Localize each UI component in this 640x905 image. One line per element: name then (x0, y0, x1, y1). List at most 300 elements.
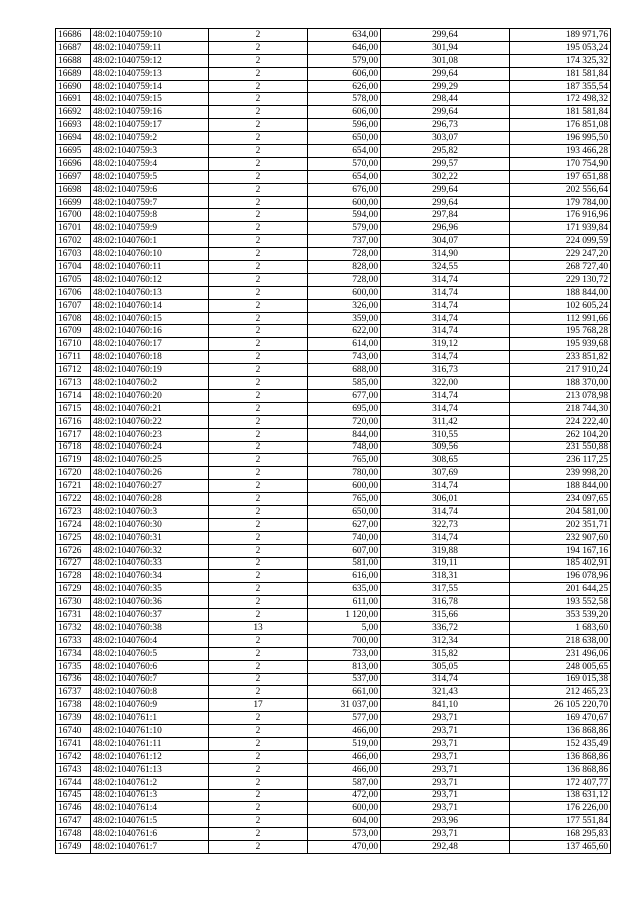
specific-value-cell: 336,72 (381, 621, 510, 634)
specific-value-cell: 314,74 (381, 402, 510, 415)
cadastral-value-cell: 229 247,20 (510, 248, 611, 261)
area-cell: 748,00 (308, 441, 381, 454)
cadastral-number-cell: 48:02:1040760:10 (91, 248, 209, 261)
row-number-cell: 16700 (56, 209, 91, 222)
area-cell: 737,00 (308, 235, 381, 248)
specific-value-cell: 317,55 (381, 583, 510, 596)
cadastral-number-cell: 48:02:1040760:36 (91, 596, 209, 609)
area-cell: 844,00 (308, 428, 381, 441)
row-number-cell: 16719 (56, 454, 91, 467)
cadastral-value-cell: 169 015,38 (510, 673, 611, 686)
area-cell: 828,00 (308, 261, 381, 274)
cadastral-value-cell: 224 099,59 (510, 235, 611, 248)
row-number-cell: 16724 (56, 518, 91, 531)
table-row (56, 441, 611, 454)
cadastral-value-cell: 181 581,84 (510, 106, 611, 119)
specific-value-cell: 293,71 (381, 725, 510, 738)
specific-value-cell: 293,71 (381, 750, 510, 763)
row-number-cell: 16742 (56, 750, 91, 763)
table-row (56, 132, 611, 145)
row-number-cell: 16699 (56, 196, 91, 209)
code-cell: 2 (209, 170, 308, 183)
row-number-cell: 16689 (56, 67, 91, 80)
row-number-cell: 16749 (56, 841, 91, 854)
row-number-cell: 16746 (56, 802, 91, 815)
area-cell: 616,00 (308, 570, 381, 583)
specific-value-cell: 314,74 (381, 286, 510, 299)
cadastral-number-cell: 48:02:1040760:11 (91, 261, 209, 274)
code-cell: 2 (209, 634, 308, 647)
specific-value-cell: 314,74 (381, 273, 510, 286)
row-number-cell: 16704 (56, 261, 91, 274)
cadastral-value-cell: 176 226,00 (510, 802, 611, 815)
table-row (56, 389, 611, 402)
table-row (56, 119, 611, 132)
row-number-cell: 16713 (56, 377, 91, 390)
specific-value-cell: 293,71 (381, 776, 510, 789)
code-cell: 2 (209, 750, 308, 763)
area-cell: 578,00 (308, 93, 381, 106)
row-number-cell: 16693 (56, 119, 91, 132)
cadastral-number-cell: 48:02:1040760:22 (91, 415, 209, 428)
area-cell: 573,00 (308, 828, 381, 841)
cadastral-number-cell: 48:02:1040759:3 (91, 145, 209, 158)
code-cell: 2 (209, 712, 308, 725)
row-number-cell: 16740 (56, 725, 91, 738)
table-row (56, 377, 611, 390)
table-row (56, 67, 611, 80)
cadastral-number-cell: 48:02:1040760:15 (91, 312, 209, 325)
cadastral-value-cell: 169 470,67 (510, 712, 611, 725)
row-number-cell: 16714 (56, 389, 91, 402)
code-cell: 2 (209, 67, 308, 80)
cadastral-value-cell: 168 295,83 (510, 828, 611, 841)
cadastral-number-cell: 48:02:1040760:6 (91, 660, 209, 673)
cadastral-number-cell: 48:02:1040759:17 (91, 119, 209, 132)
code-cell: 2 (209, 222, 308, 235)
area-cell: 596,00 (308, 119, 381, 132)
code-cell: 2 (209, 235, 308, 248)
row-number-cell: 16745 (56, 789, 91, 802)
area-cell: 780,00 (308, 467, 381, 480)
row-number-cell: 16690 (56, 80, 91, 93)
code-cell: 2 (209, 41, 308, 54)
cadastral-value-cell: 193 552,58 (510, 596, 611, 609)
table-row (56, 338, 611, 351)
row-number-cell: 16688 (56, 54, 91, 67)
cadastral-value-cell: 152 435,49 (510, 737, 611, 750)
cadastral-value-cell: 202 351,71 (510, 518, 611, 531)
cadastral-value-cell: 217 910,24 (510, 364, 611, 377)
table-row (56, 467, 611, 480)
row-number-cell: 16720 (56, 467, 91, 480)
table-row (56, 699, 611, 712)
cadastral-number-cell: 48:02:1040760:35 (91, 583, 209, 596)
cadastral-number-cell: 48:02:1040760:21 (91, 402, 209, 415)
area-cell: 654,00 (308, 170, 381, 183)
specific-value-cell: 314,74 (381, 505, 510, 518)
table-row (56, 106, 611, 119)
row-number-cell: 16705 (56, 273, 91, 286)
specific-value-cell: 301,94 (381, 41, 510, 54)
table-row (56, 596, 611, 609)
row-number-cell: 16725 (56, 531, 91, 544)
cadastral-number-cell: 48:02:1040761:3 (91, 789, 209, 802)
row-number-cell: 16687 (56, 41, 91, 54)
table-row (56, 493, 611, 506)
specific-value-cell: 299,64 (381, 106, 510, 119)
table-row (56, 196, 611, 209)
table-row (56, 480, 611, 493)
area-cell: 466,00 (308, 750, 381, 763)
area-cell: 622,00 (308, 325, 381, 338)
area-cell: 604,00 (308, 815, 381, 828)
area-cell: 614,00 (308, 338, 381, 351)
specific-value-cell: 319,12 (381, 338, 510, 351)
area-cell: 519,00 (308, 737, 381, 750)
cadastral-value-cell: 138 631,12 (510, 789, 611, 802)
table-row (56, 531, 611, 544)
specific-value-cell: 314,74 (381, 480, 510, 493)
area-cell: 607,00 (308, 544, 381, 557)
row-number-cell: 16723 (56, 505, 91, 518)
table-row (56, 248, 611, 261)
cadastral-value-cell: 262 104,20 (510, 428, 611, 441)
row-number-cell: 16707 (56, 299, 91, 312)
table-row (56, 647, 611, 660)
area-cell: 626,00 (308, 80, 381, 93)
table-row (56, 170, 611, 183)
area-cell: 537,00 (308, 673, 381, 686)
table-row (56, 570, 611, 583)
area-cell: 585,00 (308, 377, 381, 390)
code-cell: 2 (209, 209, 308, 222)
row-number-cell: 16692 (56, 106, 91, 119)
cadastral-value-cell: 188 844,00 (510, 286, 611, 299)
table-row (56, 93, 611, 106)
code-cell: 2 (209, 737, 308, 750)
code-cell: 2 (209, 441, 308, 454)
table-row (56, 660, 611, 673)
code-cell: 2 (209, 583, 308, 596)
code-cell: 2 (209, 480, 308, 493)
area-cell: 635,00 (308, 583, 381, 596)
specific-value-cell: 299,64 (381, 183, 510, 196)
area-cell: 570,00 (308, 157, 381, 170)
row-number-cell: 16732 (56, 621, 91, 634)
row-number-cell: 16716 (56, 415, 91, 428)
code-cell: 2 (209, 80, 308, 93)
code-cell: 17 (209, 699, 308, 712)
row-number-cell: 16712 (56, 364, 91, 377)
cadastral-number-cell: 48:02:1040760:7 (91, 673, 209, 686)
cadastral-value-cell: 234 097,65 (510, 493, 611, 506)
cadastral-number-cell: 48:02:1040760:16 (91, 325, 209, 338)
cadastral-number-cell: 48:02:1040759:8 (91, 209, 209, 222)
row-number-cell: 16741 (56, 737, 91, 750)
cadastral-number-cell: 48:02:1040760:38 (91, 621, 209, 634)
cadastral-value-cell: 170 754,90 (510, 157, 611, 170)
cadastral-value-cell: 187 355,54 (510, 80, 611, 93)
cadastral-number-cell: 48:02:1040760:1 (91, 235, 209, 248)
cadastral-value-cell: 353 539,20 (510, 609, 611, 622)
code-cell: 2 (209, 54, 308, 67)
row-number-cell: 16729 (56, 583, 91, 596)
cadastral-number-cell: 48:02:1040761:7 (91, 841, 209, 854)
specific-value-cell: 293,71 (381, 737, 510, 750)
row-number-cell: 16728 (56, 570, 91, 583)
code-cell: 2 (209, 647, 308, 660)
row-number-cell: 16694 (56, 132, 91, 145)
code-cell: 2 (209, 660, 308, 673)
cadastral-value-cell: 233 851,82 (510, 351, 611, 364)
specific-value-cell: 299,64 (381, 67, 510, 80)
area-cell: 740,00 (308, 531, 381, 544)
cadastral-value-cell: 224 222,40 (510, 415, 611, 428)
row-number-cell: 16703 (56, 248, 91, 261)
cadastral-value-cell: 202 556,64 (510, 183, 611, 196)
table-row (56, 712, 611, 725)
area-cell: 5,00 (308, 621, 381, 634)
row-number-cell: 16702 (56, 235, 91, 248)
table-row (56, 802, 611, 815)
table-row (56, 299, 611, 312)
specific-value-cell: 295,82 (381, 145, 510, 158)
cadastral-value-cell: 196 078,96 (510, 570, 611, 583)
specific-value-cell: 296,96 (381, 222, 510, 235)
cadastral-value-cell: 1 683,60 (510, 621, 611, 634)
area-cell: 728,00 (308, 248, 381, 261)
cadastral-number-cell: 48:02:1040759:11 (91, 41, 209, 54)
cadastral-number-cell: 48:02:1040759:16 (91, 106, 209, 119)
specific-value-cell: 293,71 (381, 789, 510, 802)
cadastral-value-cell: 136 868,86 (510, 763, 611, 776)
cadastral-number-cell: 48:02:1040760:34 (91, 570, 209, 583)
row-number-cell: 16686 (56, 29, 91, 42)
cadastral-number-cell: 48:02:1040760:24 (91, 441, 209, 454)
area-cell: 31 037,00 (308, 699, 381, 712)
specific-value-cell: 293,71 (381, 828, 510, 841)
code-cell: 2 (209, 570, 308, 583)
specific-value-cell: 311,42 (381, 415, 510, 428)
area-cell: 695,00 (308, 402, 381, 415)
area-cell: 600,00 (308, 196, 381, 209)
cadastral-number-cell: 48:02:1040760:37 (91, 609, 209, 622)
row-number-cell: 16726 (56, 544, 91, 557)
cadastral-value-cell: 136 868,86 (510, 725, 611, 738)
specific-value-cell: 310,55 (381, 428, 510, 441)
cadastral-value-cell: 194 167,16 (510, 544, 611, 557)
table-row (56, 157, 611, 170)
code-cell: 2 (209, 325, 308, 338)
row-number-cell: 16727 (56, 557, 91, 570)
cadastral-number-cell: 48:02:1040759:5 (91, 170, 209, 183)
specific-value-cell: 293,71 (381, 802, 510, 815)
area-cell: 466,00 (308, 763, 381, 776)
code-cell: 2 (209, 273, 308, 286)
cadastral-value-cell: 231 496,06 (510, 647, 611, 660)
table-row (56, 454, 611, 467)
specific-value-cell: 304,07 (381, 235, 510, 248)
row-number-cell: 16737 (56, 686, 91, 699)
table-row (56, 828, 611, 841)
cadastral-value-cell: 218 744,30 (510, 402, 611, 415)
specific-value-cell: 315,82 (381, 647, 510, 660)
specific-value-cell: 322,00 (381, 377, 510, 390)
cadastral-value-cell: 188 370,00 (510, 377, 611, 390)
area-cell: 359,00 (308, 312, 381, 325)
cadastral-value-cell: 239 998,20 (510, 467, 611, 480)
cadastral-value-cell: 193 466,28 (510, 145, 611, 158)
row-number-cell: 16708 (56, 312, 91, 325)
cadastral-value-cell: 201 644,25 (510, 583, 611, 596)
area-cell: 579,00 (308, 54, 381, 67)
cadastral-number-cell: 48:02:1040760:33 (91, 557, 209, 570)
table-row (56, 273, 611, 286)
specific-value-cell: 314,74 (381, 325, 510, 338)
cadastral-value-cell: 248 005,65 (510, 660, 611, 673)
cadastral-number-cell: 48:02:1040761:4 (91, 802, 209, 815)
code-cell: 2 (209, 364, 308, 377)
specific-value-cell: 314,74 (381, 673, 510, 686)
area-cell: 466,00 (308, 725, 381, 738)
specific-value-cell: 297,84 (381, 209, 510, 222)
table-body (56, 29, 611, 854)
area-cell: 470,00 (308, 841, 381, 854)
table-row (56, 428, 611, 441)
code-cell: 2 (209, 686, 308, 699)
area-cell: 627,00 (308, 518, 381, 531)
cadastral-value-cell: 176 916,96 (510, 209, 611, 222)
table-row (56, 815, 611, 828)
code-cell: 2 (209, 596, 308, 609)
area-cell: 733,00 (308, 647, 381, 660)
specific-value-cell: 322,73 (381, 518, 510, 531)
code-cell: 2 (209, 828, 308, 841)
cadastral-number-cell: 48:02:1040761:13 (91, 763, 209, 776)
code-cell: 2 (209, 106, 308, 119)
specific-value-cell: 299,29 (381, 80, 510, 93)
row-number-cell: 16695 (56, 145, 91, 158)
cadastral-value-cell: 176 851,08 (510, 119, 611, 132)
table-row (56, 673, 611, 686)
area-cell: 650,00 (308, 132, 381, 145)
area-cell: 634,00 (308, 29, 381, 42)
row-number-cell: 16734 (56, 647, 91, 660)
cadastral-value-cell: 197 651,88 (510, 170, 611, 183)
cadastral-number-cell: 48:02:1040760:19 (91, 364, 209, 377)
area-cell: 661,00 (308, 686, 381, 699)
table-row (56, 183, 611, 196)
table-row (56, 776, 611, 789)
table-row (56, 789, 611, 802)
cadastral-number-cell: 48:02:1040761:12 (91, 750, 209, 763)
table-row (56, 841, 611, 854)
table-row (56, 145, 611, 158)
area-cell: 728,00 (308, 273, 381, 286)
cadastral-number-cell: 48:02:1040761:5 (91, 815, 209, 828)
table-row (56, 286, 611, 299)
cadastral-number-cell: 48:02:1040759:14 (91, 80, 209, 93)
cadastral-value-cell: 174 325,32 (510, 54, 611, 67)
code-cell: 2 (209, 763, 308, 776)
specific-value-cell: 319,88 (381, 544, 510, 557)
row-number-cell: 16731 (56, 609, 91, 622)
row-number-cell: 16698 (56, 183, 91, 196)
table-row (56, 544, 611, 557)
specific-value-cell: 293,71 (381, 763, 510, 776)
area-cell: 1 120,00 (308, 609, 381, 622)
row-number-cell: 16736 (56, 673, 91, 686)
cadastral-number-cell: 48:02:1040760:32 (91, 544, 209, 557)
cadastral-number-cell: 48:02:1040760:28 (91, 493, 209, 506)
row-number-cell: 16691 (56, 93, 91, 106)
cadastral-value-cell: 188 844,00 (510, 480, 611, 493)
table-row (56, 518, 611, 531)
table-row (56, 557, 611, 570)
specific-value-cell: 299,64 (381, 196, 510, 209)
specific-value-cell: 298,44 (381, 93, 510, 106)
cadastral-value-cell: 171 939,84 (510, 222, 611, 235)
row-number-cell: 16722 (56, 493, 91, 506)
area-cell: 654,00 (308, 145, 381, 158)
specific-value-cell: 319,11 (381, 557, 510, 570)
specific-value-cell: 314,74 (381, 312, 510, 325)
table-row (56, 505, 611, 518)
cadastral-number-cell: 48:02:1040760:17 (91, 338, 209, 351)
code-cell: 2 (209, 402, 308, 415)
specific-value-cell: 308,65 (381, 454, 510, 467)
row-number-cell: 16709 (56, 325, 91, 338)
cadastral-number-cell: 48:02:1040760:23 (91, 428, 209, 441)
cadastral-value-cell: 231 550,88 (510, 441, 611, 454)
table-row (56, 686, 611, 699)
cadastral-number-cell: 48:02:1040760:3 (91, 505, 209, 518)
cadastral-value-cell: 213 078,98 (510, 389, 611, 402)
specific-value-cell: 305,05 (381, 660, 510, 673)
code-cell: 2 (209, 815, 308, 828)
specific-value-cell: 293,96 (381, 815, 510, 828)
cadastral-value-cell: 137 465,60 (510, 841, 611, 854)
row-number-cell: 16718 (56, 441, 91, 454)
cadastral-number-cell: 48:02:1040759:15 (91, 93, 209, 106)
cadastral-value-cell: 102 605,24 (510, 299, 611, 312)
area-cell: 472,00 (308, 789, 381, 802)
area-cell: 677,00 (308, 389, 381, 402)
code-cell: 2 (209, 428, 308, 441)
row-number-cell: 16701 (56, 222, 91, 235)
row-number-cell: 16739 (56, 712, 91, 725)
specific-value-cell: 314,74 (381, 531, 510, 544)
cadastral-value-cell: 232 907,60 (510, 531, 611, 544)
row-number-cell: 16711 (56, 351, 91, 364)
table-row (56, 41, 611, 54)
row-number-cell: 16730 (56, 596, 91, 609)
row-number-cell: 16717 (56, 428, 91, 441)
specific-value-cell: 309,56 (381, 441, 510, 454)
table-row (56, 415, 611, 428)
cadastral-number-cell: 48:02:1040760:13 (91, 286, 209, 299)
area-cell: 676,00 (308, 183, 381, 196)
row-number-cell: 16747 (56, 815, 91, 828)
cadastral-number-cell: 48:02:1040760:18 (91, 351, 209, 364)
table-row (56, 750, 611, 763)
cadastral-value-cell: 195 768,28 (510, 325, 611, 338)
area-cell: 765,00 (308, 493, 381, 506)
specific-value-cell: 316,73 (381, 364, 510, 377)
code-cell: 2 (209, 157, 308, 170)
area-cell: 326,00 (308, 299, 381, 312)
